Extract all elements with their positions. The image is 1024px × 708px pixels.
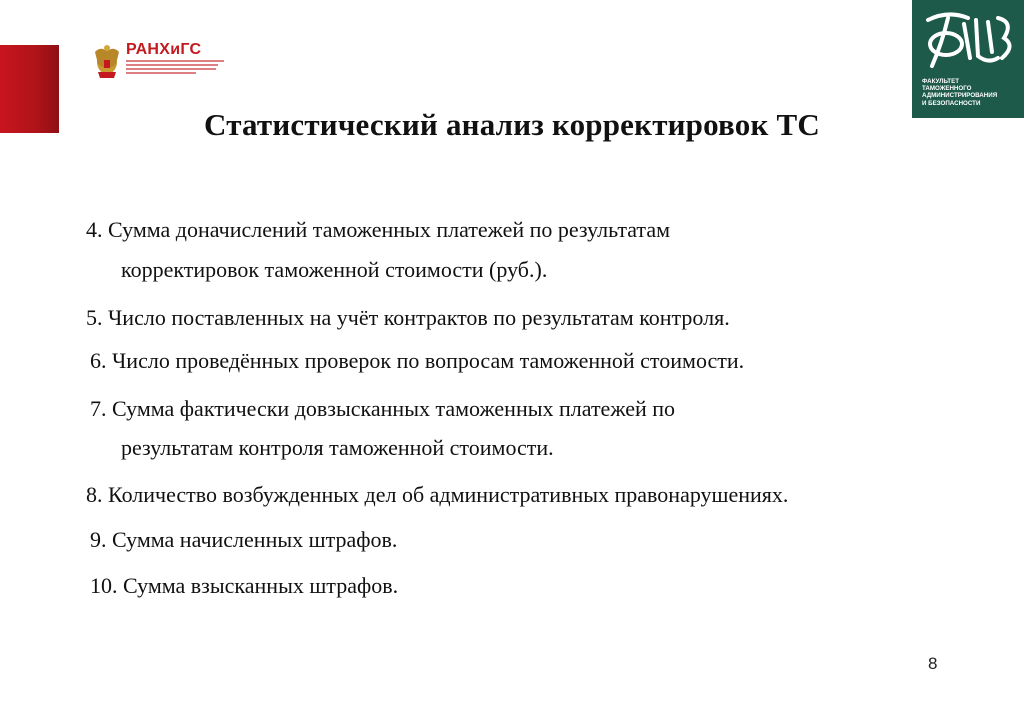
list-item-6: 6. Число проведённых проверок по вопросам таможенной стоимости. (90, 348, 745, 373)
list-item-9: 9. Сумма начисленных штрафов. (90, 527, 398, 552)
ranepa-logo-text: РАНХиГС (126, 41, 202, 58)
eagle-emblem-icon (92, 42, 122, 80)
ranepa-logo-subtitle (126, 60, 224, 74)
list-item-10: 10. Сумма взысканных штрафов. (90, 573, 399, 598)
list-item-4-line-1: 4. Сумма доначислений таможенных платежей по результатам (86, 217, 670, 242)
list-item-4-line-2: корректировок таможенной стоимости (руб.). (121, 257, 548, 282)
ftab-monogram-icon (918, 8, 1018, 74)
ranepa-logo (92, 42, 232, 82)
list-item-7-line-2: результатам контроля таможенной стоимости. (121, 435, 554, 460)
list-item-5: 5. Число поставленных на учёт контрактов по результатам контроля. (86, 305, 730, 330)
slide-title: Статистический анализ корректировок ТС (204, 107, 820, 142)
ftab-logo-caption: ФАКУЛЬТЕТ ТАМОЖЕННОГО АДМИНИСТРИРОВАНИЯ И БЕЗОПАСНОСТИ (922, 78, 998, 107)
list-item-7-line-1: 7. Сумма фактически довзысканных таможенных платежей по (90, 396, 676, 421)
ftab-logo (912, 0, 1024, 118)
list-item-8: 8. Количество возбужденных дел об административных правонарушениях. (86, 482, 789, 507)
page-number: 8 (928, 654, 938, 673)
